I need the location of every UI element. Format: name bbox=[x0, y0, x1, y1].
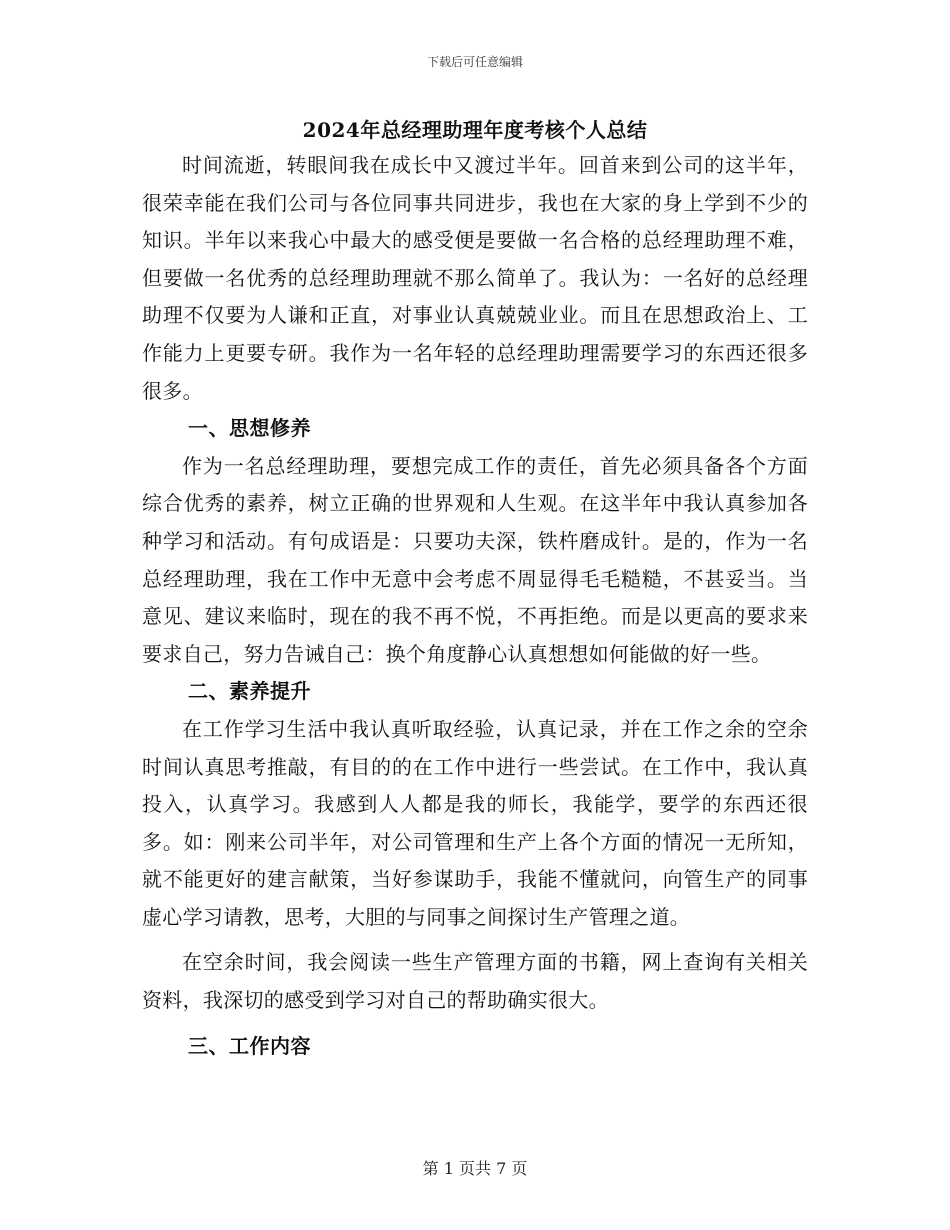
section-2-paragraph-2: 在空余时间，我会阅读一些生产管理方面的书籍，网上查询有关相关资料，我深切的感受到学习对自己的帮助确实很大。 bbox=[142, 950, 808, 1013]
section-heading-3: 三、工作内容 bbox=[188, 1033, 311, 1058]
intro-paragraph: 时间流逝，转眼间我在成长中又渡过半年。回首来到公司的这半年，很荣幸能在我们公司与各位同事共同进步，我也在大家的身上学到不少的知识。半年以来我心中最大的感受便是要做一名合格的总经理助理不难，但要做一名优秀的总经理助理就不那么简单了。我认为：一名好的总经理助理不仅要为人谦和正直，对事业认真兢兢业业。而且在思想政治上、工作能力上更要专研。我作为一名年轻的总经理助理需要学习的东西还很多很多。 bbox=[142, 153, 808, 403]
section-heading-2: 二、素养提升 bbox=[188, 679, 311, 704]
section-2-paragraph-1: 在工作学习生活中我认真听取经验，认真记录，并在工作之余的空余时间认真思考推敲，有目的的在工作中进行一些尝试。在工作中，我认真投入，认真学习。我感到人人都是我的师长，我能学，要学的东西还很多。如：刚来公司半年，对公司管理和生产上各个方面的情况一无所知，就不能更好的建言献策，当好参谋助手，我能不懂就问，向管生产的同事虚心学习请教，思考，大胆的与同事之间探讨生产管理之道。 bbox=[142, 716, 808, 929]
header-note: 下载后可任意编辑 bbox=[426, 55, 523, 69]
page-number: 第 1 页共 7 页 bbox=[422, 1159, 528, 1178]
section-1-paragraph: 作为一名总经理助理，要想完成工作的责任，首先必须具备各个方面综合优秀的素养，树立正确的世界观和人生观。在这半年中我认真参加各种学习和活动。有句成语是：只要功夫深，铁杵磨成针。是的，作为一名总经理助理，我在工作中无意中会考虑不周显得毛毛糙糙，不甚妥当。当意见、建议来临时，现在的我不再不悦，不再拒绝。而是以更高的要求来要求自己，努力告诫自己：换个角度静心认真想想如何能做的好一些。 bbox=[142, 453, 808, 666]
document-title: 2024年总经理助理年度考核个人总结 bbox=[302, 118, 648, 142]
document-body bbox=[142, 147, 808, 1065]
section-heading-1: 一、思想修养 bbox=[188, 416, 311, 441]
